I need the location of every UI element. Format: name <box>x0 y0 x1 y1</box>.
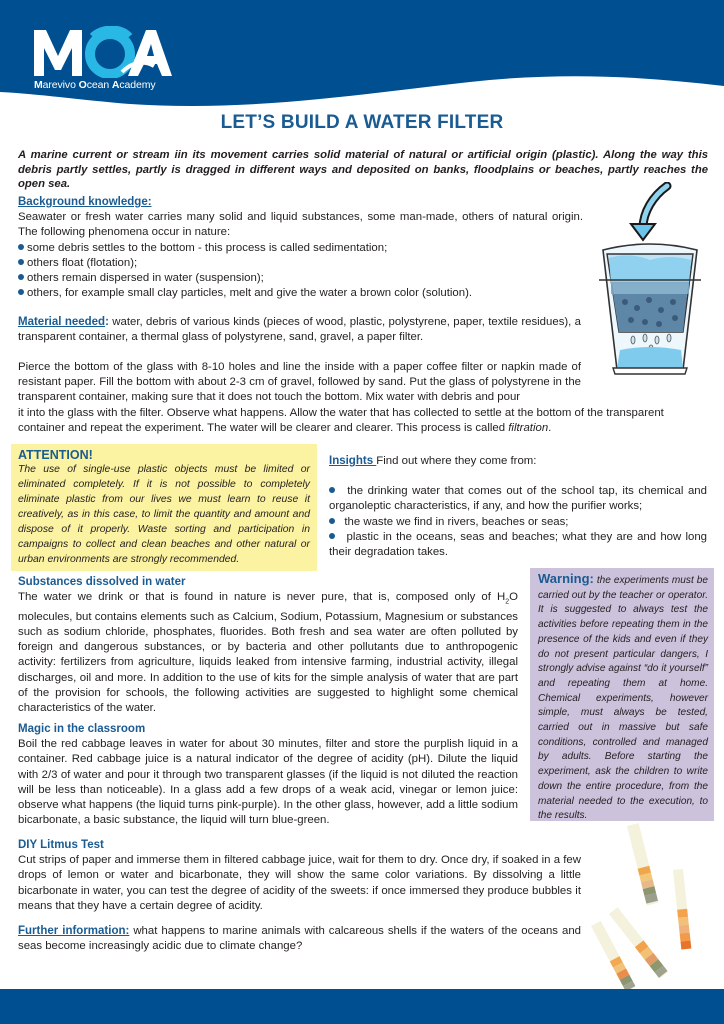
list-item <box>18 256 583 271</box>
moa-logo-mark <box>32 26 172 78</box>
logo-sub-word: cean <box>86 79 112 91</box>
further-information-paragraph <box>18 924 581 954</box>
diy-text: Cut strips of paper and immerse them in filtered cabbage juice, wait for them to dry. Once dry, if soaked in a few drops of lemon or water and bicarbonate, they will show the same color variations. By dissolving a little bicarbonate in water, you can test the degree of acidity of the sweets: if once immersed they produce bubbles it means that they have a certain degree of acidity. <box>18 854 581 912</box>
intro-paragraph: A marine current or stream iin its movement carries solid material of natural or artificial origin (plastic). Along the way this debris partly settles, partly is dragged in different ways and deposited on banks, floodplains or beaches, partly reaches the open sea. <box>18 149 708 190</box>
page-header <box>0 0 724 110</box>
diy-litmus-section <box>18 838 581 914</box>
bullet-icon <box>18 244 24 250</box>
material-needed-colon: : <box>105 316 109 328</box>
list-item <box>18 241 583 256</box>
list-item-text: others float (flotation); <box>27 256 138 269</box>
insights-lead-line <box>329 454 707 469</box>
list-item <box>18 286 583 301</box>
litmus-strip <box>673 869 691 950</box>
logo-sub-word: cademy <box>119 79 156 91</box>
substances-text-part-1: The water we drink or that is found in nature is never pure, that is, composed only of H <box>18 591 506 604</box>
insights-heading: Insights <box>329 455 377 467</box>
material-needed-paragraph <box>18 315 581 345</box>
list-item <box>329 530 707 560</box>
logo-subtitle <box>34 79 156 91</box>
attention-text: The use of single-use plastic objects must be limited or eliminated completely. If it is not possible to completely eliminate plastic from our lives we must learn to reuse it creatively, as in this case, to limit the quantity and amount and dispose of it properly. Waste sorting and participation in campaigns to collect and clean beaches and other natural or urban environments are strongly recommended. <box>18 464 310 565</box>
further-information-text: what happens to marine animals with calcareous shells if the waters of the oceans and seas become increasingly acidic due to climate change? <box>18 925 581 953</box>
background-knowledge-heading: Background knowledge: <box>18 196 152 208</box>
water-filter-glass-illustration <box>585 182 715 377</box>
list-item <box>329 515 707 530</box>
page-footer-bar <box>0 989 724 1024</box>
list-item-text: others, for example small clay particles, melt and give the water a brown color (solution). <box>27 287 473 300</box>
procedure-emphasis: filtration <box>508 421 549 434</box>
further-information-heading: Further information: <box>18 925 130 937</box>
procedure-paragraph <box>18 360 708 436</box>
warning-heading: Warning: <box>538 571 594 586</box>
procedure-text-part-2: it into the glass with the filter. Observe what happens. Allow the water that has collected to settle at the bottom of the transparent container and repeat the experiment. The water will be clearer and clearer. This process is called <box>18 406 664 434</box>
subscript: 2 <box>505 598 510 606</box>
material-needed-text: water, debris of various kinds (pieces of wood, plastic, polystyrene, paper, textile residues), a transparent container, a thermal glass of polystyrene, sand, gravel, a paper filter. <box>18 316 582 344</box>
substances-text <box>18 590 518 716</box>
logo-sub-word: arevivo <box>42 79 79 91</box>
magic-section <box>18 722 518 828</box>
substances-text-part-2: O molecules, but contains elements such as Calcium, Sodium, Potassium, Magnesium or substances such as sodium chloride, phosphates, fluorides. Both fresh and sea water are often polluted by foreign and dangerous substances, or by bacteria and other pollutants due to anthropogenic activity: fertilizers from agriculture, liquids leaked from intensive farming, industrial activity, illegal discharges, oil and more. In addition to the use of kits for the simple analysis of water that are part of the provision for schools, the following activities are suggested to highlight some chemical characteristics of the water. <box>18 591 518 714</box>
background-knowledge-section <box>18 195 583 301</box>
bullet-icon <box>18 259 24 265</box>
list-item-text: some debris settles to the bottom - this process is called sedimentation; <box>27 241 388 254</box>
attention-box <box>11 444 317 571</box>
warning-text: the experiments must be carried out by the teacher or operator. It is suggested to always test the activities before repeating them in the presence of the kids and even if they do not present particular dangers, I strongly advise against “do it yourself” and repeating them at home. Chemical experiments, however simple, must always be tested, carried out in massive but safe conditions, controlled and managed by adults. Before starting the experiment, ask the children to write down the entire procedure, from the material needed to the execution, to the results. <box>538 575 708 822</box>
logo-sub-initial: O <box>78 79 87 91</box>
warning-box <box>530 568 714 821</box>
bullet-icon <box>329 533 335 539</box>
material-needed-heading: Material needed <box>18 316 106 328</box>
bullet-icon <box>329 487 335 493</box>
bullet-icon <box>329 518 335 524</box>
substances-heading: Substances dissolved in water <box>18 576 186 588</box>
substances-section <box>18 575 518 716</box>
litmus-strips-illustration <box>585 822 724 992</box>
list-item <box>18 271 583 286</box>
list-item-text: plastic in the oceans, seas and beaches; what they are and how long their degradation takes. <box>329 530 707 559</box>
procedure-end: . <box>548 421 552 434</box>
list-item <box>329 484 707 514</box>
list-item-text: others remain dispersed in water (suspension); <box>27 272 264 285</box>
procedure-text-part-1: Pierce the bottom of the glass with 8-10 holes and line the inside with a paper coffee filter or napkin made of resistant paper. Fill the bottom with about 2-3 cm of gravel, followed by sand. Put the glass of polystyrene in the transparent container, making sure that it does not touch the bottom. Mix water with debris and pour <box>18 361 581 404</box>
list-item-text: the drinking water that comes out of the school tap, its chemical and organoleptic characteristics, if any, and how the purifier works; <box>329 485 707 513</box>
background-knowledge-text: Seawater or fresh water carries many solid and liquid substances, some man-made, others of natural origin. The following phenomena occur in nature: <box>18 211 583 239</box>
bullet-icon <box>18 289 24 295</box>
litmus-strip <box>627 823 658 905</box>
diy-heading: DIY Litmus Test <box>18 839 104 851</box>
bullet-icon <box>18 274 24 280</box>
logo-sub-initial: A <box>111 79 120 91</box>
attention-heading: ATTENTION! <box>18 448 93 462</box>
page-title: LET’S BUILD A WATER FILTER <box>220 112 504 133</box>
warning-text-block <box>538 572 708 824</box>
magic-heading: Magic in the classroom <box>18 723 146 735</box>
insights-lead: Find out where they come from: <box>376 455 537 467</box>
logo-sub-initial: M <box>34 79 43 91</box>
moa-logo <box>32 26 177 96</box>
insights-section <box>329 454 707 560</box>
magic-text: Boil the red cabbage leaves in water for about 30 minutes, filter and store the purplish liquid in a container. Red cabbage juice is a natural indicator of the degree of acidity (pH). Dilute the liquid with 2/3 of water and pour it through two transparent glasses (if the liquid is not diluted the reaction will be less than noticeable). In a glass add a few drops of a weak acid, vinegar or lemon juice: observe what happens (the liquid turns pink-purple). In the other glass, however, add a little sodium bicarbonate, a basic substance, the liquid will turn blue-green. <box>18 738 518 827</box>
list-item-text: the waste we find in rivers, beaches or seas; <box>344 515 569 528</box>
